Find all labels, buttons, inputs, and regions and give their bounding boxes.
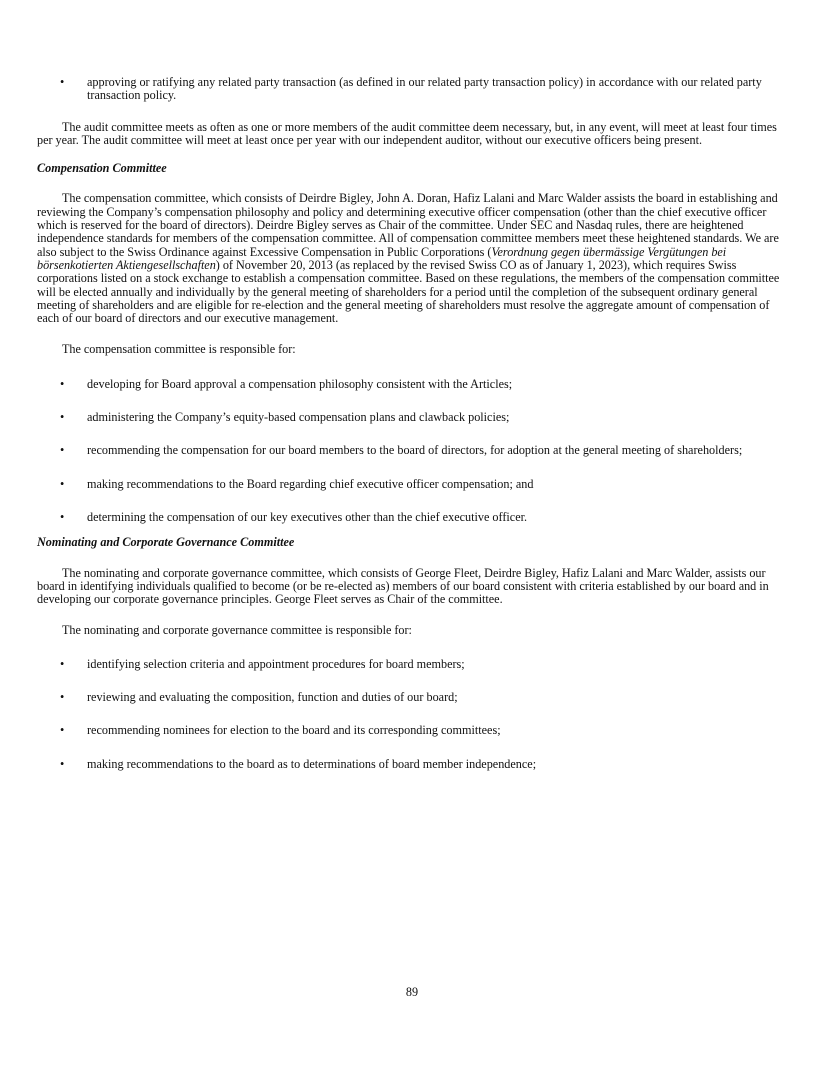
bullet-marker: • [60, 443, 65, 458]
list-item [37, 724, 785, 737]
list-item [37, 444, 785, 457]
bullet-marker: • [60, 656, 65, 671]
document-page [37, 76, 785, 771]
bullet-marker: • [60, 476, 65, 491]
list-item [37, 411, 785, 424]
bullet-marker: • [60, 690, 65, 705]
list-item [37, 691, 785, 704]
compensation-text-part2: ) of November 20, 2013 (as replaced by the revised Swiss CO as of January 1, 2023), which requires Swiss corporations listed on a stock exchange to establish a compensation committee. Based on these regulations, the members of the compensation committee will be elected annually and individually by the general meeting of shareholders for a period until the completion of the subsequent ordinary general meeting of shareholders and are eligible for re-election and the general meeting of shareholders must resolve the aggregate amount of compensation of each of our board of directors and our executive management. [37, 257, 780, 326]
list-item [37, 478, 785, 491]
list-item [37, 76, 785, 103]
compensation-responsible-intro: The compensation committee is responsible for: [62, 342, 296, 357]
list-item [37, 758, 785, 771]
list-item-text: identifying selection criteria and appointment procedures for board members; [87, 656, 465, 671]
compensation-text-part1: The compensation committee, which consists of Deirdre Bigley, John A. Doran, Hafiz Lalani and Marc Walder assists the board in establishing and reviewing the Company’s compensation philosophy and policy and determining executive officer compensation (other than the chief executive officer which is reserved for the board of directors). Deirdre Bigley serves as Chair of the committee. Under SEC and Nasdaq rules, there are heightened independence standards for members of the compensation committee. All of compensation committee members meet these heightened standards. We are also subject to the Swiss Ordinance against Excessive Compensation in Public Corporations ( [37, 191, 779, 259]
bullet-marker: • [60, 75, 65, 89]
compensation-paragraph [37, 192, 785, 325]
list-item-text: recommending the compensation for our board members to the board of directors, for adoption at the general meeting of shareholders; [87, 443, 743, 458]
list-item-text: developing for Board approval a compensation philosophy consistent with the Articles; [87, 376, 513, 391]
ordinance-german-title: Verordnung gegen übermässige Vergütungen bei börsenkotierten Aktiengesellschaften [37, 244, 727, 272]
page-number: 89 [405, 985, 419, 999]
compensation-heading: Compensation Committee [37, 161, 167, 176]
bullet-marker: • [60, 410, 65, 425]
list-item-text: recommending nominees for election to the board and its corresponding committees; [87, 723, 501, 738]
list-item-text: administering the Company’s equity-based compensation plans and clawback policies; [87, 410, 510, 425]
bullet-marker: • [60, 756, 65, 771]
list-item-text: making recommendations to the board as to determinations of board member independence; [87, 756, 537, 771]
nominating-paragraph: The nominating and corporate governance committee, which consists of George Fleet, Deirdre Bigley, Hafiz Lalani and Marc Walder, assists our board in identifying individuals qualified to become (or be re-elected as) members of our board consistent with criteria established by our board and in developing our corporate governance principles. George Fleet serves as Chair of the committee. [37, 565, 769, 607]
list-item-text: approving or ratifying any related party transaction (as defined in our related party transaction policy) in accordance with our related party transaction policy. [87, 75, 762, 103]
list-item [37, 511, 785, 524]
nominating-responsible-intro: The nominating and corporate governance committee is responsible for: [62, 623, 412, 638]
bullet-marker: • [60, 723, 65, 738]
bullet-marker: • [60, 376, 65, 391]
audit-paragraph: The audit committee meets as often as one or more members of the audit committee deem necessary, but, in any event, will meet at least four times per year. The audit committee will meet at least once per year with our independent auditor, without our executive officers being present. [37, 119, 777, 147]
list-item [37, 658, 785, 671]
nominating-heading: Nominating and Corporate Governance Committee [37, 535, 295, 550]
bullet-marker: • [60, 509, 65, 524]
list-item-text: determining the compensation of our key executives other than the chief executive officer. [87, 509, 528, 524]
list-item-text: reviewing and evaluating the composition, function and duties of our board; [87, 690, 458, 705]
list-item [37, 378, 785, 391]
list-item-text: making recommendations to the Board regarding chief executive officer compensation; and [87, 476, 534, 491]
